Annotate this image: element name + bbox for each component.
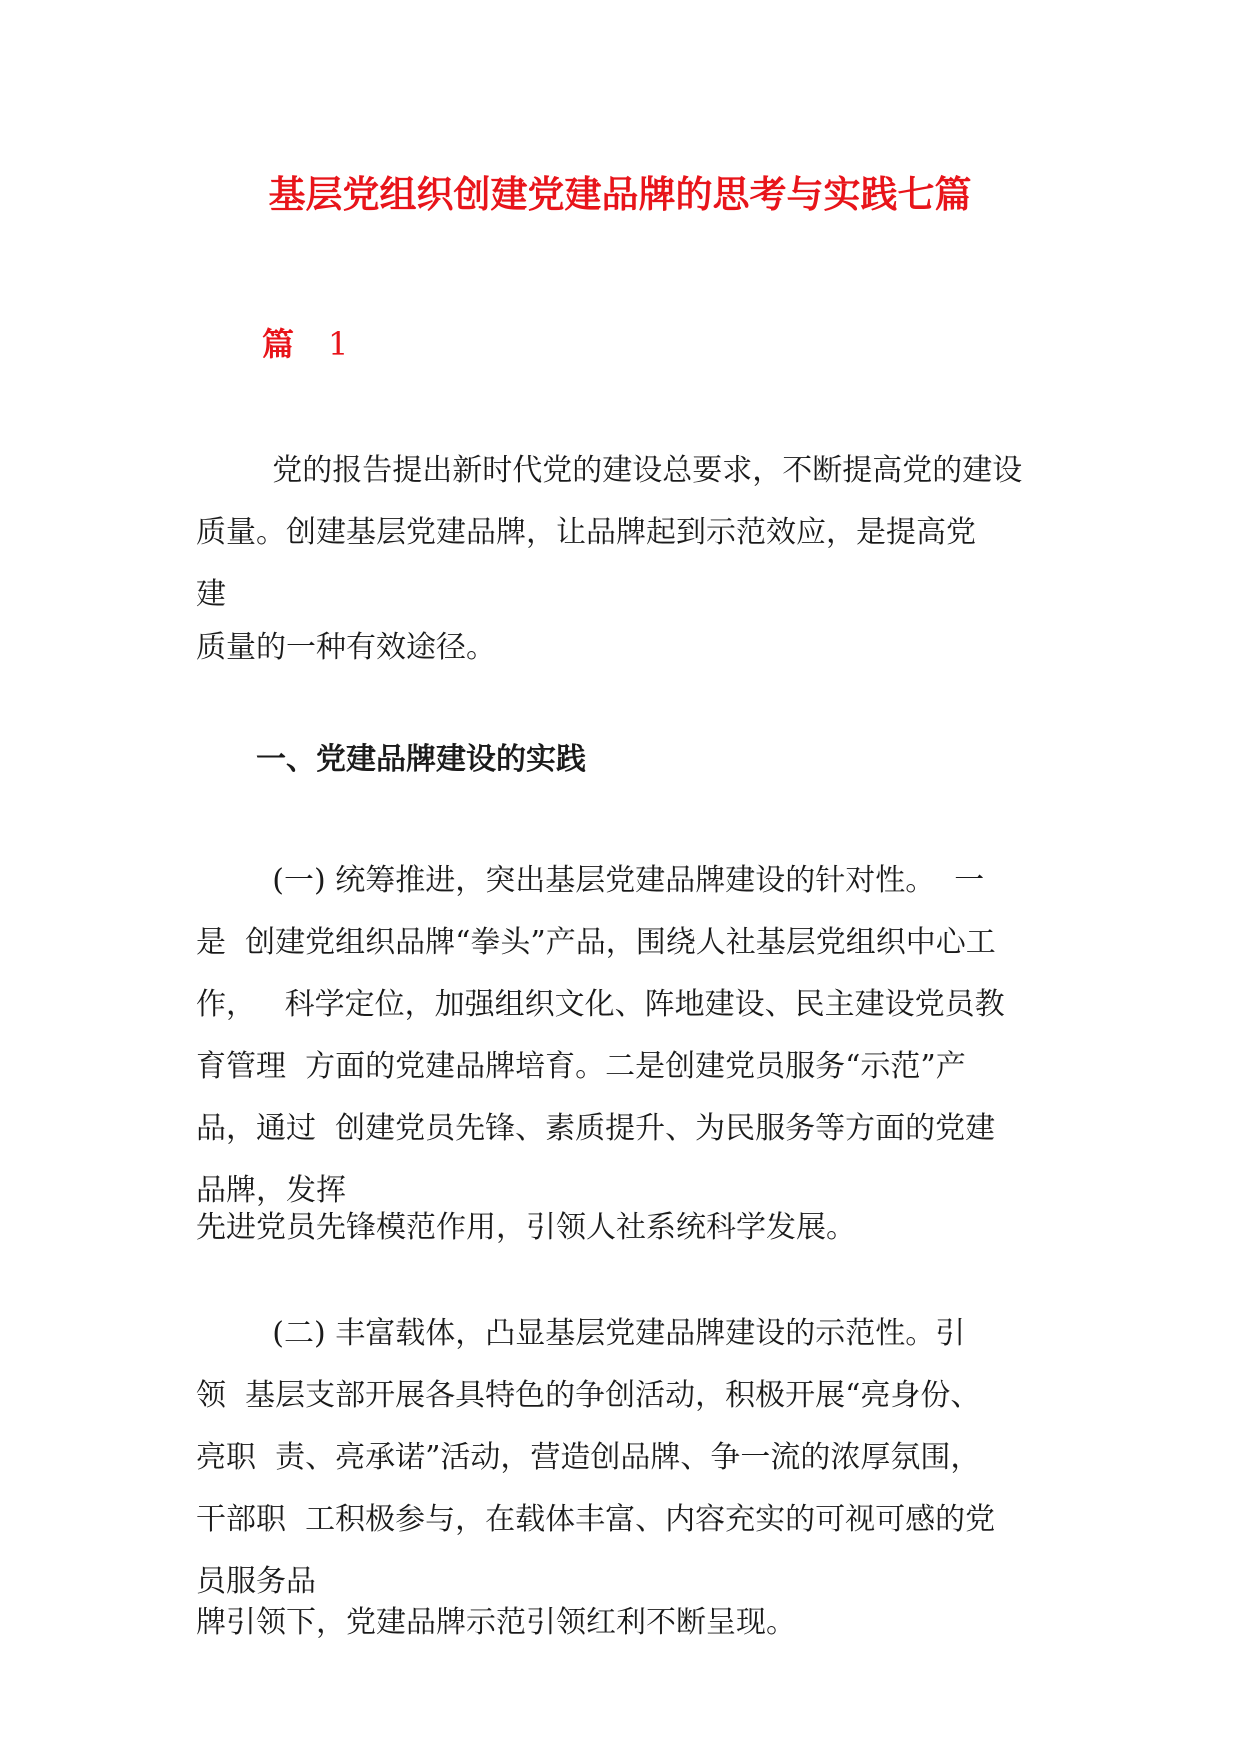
paragraph-line: 品牌，发挥: [196, 1173, 346, 1208]
paragraph-line: 领 基层支部开展各具特色的争创活动，积极开展“亮身份、: [196, 1378, 981, 1413]
paragraph-line: 质量。创建基层党建品牌，让品牌起到示范效应，是提高党: [196, 515, 976, 550]
paragraph-2-tail: [196, 1197, 1056, 1259]
paragraph-line: 亮职 责、亮承诺”活动，营造创品牌、争一流的浓厚氛围，: [196, 1440, 981, 1475]
paragraph-1-tail: [196, 617, 1056, 679]
paragraph-line: 员服务品: [196, 1564, 316, 1599]
section-marker-number: 1: [328, 325, 349, 363]
document-title: 基层党组织创建党建品牌的思考与实践七篇: [268, 172, 972, 216]
paragraph-line: 先进党员先锋模范作用，引领人社系统科学发展。: [196, 1210, 856, 1245]
paragraph-3-tail: [196, 1592, 1056, 1654]
paragraph-line: 干部职 工积极参与，在载体丰富、内容充实的可视可感的党: [196, 1502, 996, 1537]
paragraph-line: (一) 统筹推进，突出基层党建品牌建设的针对性。 一: [196, 863, 985, 898]
paragraph-line: 育管理 方面的党建品牌培育。二是创建党员服务“示范”产: [196, 1049, 966, 1084]
paragraph-line: (二) 丰富载体，凸显基层党建品牌建设的示范性。引: [196, 1316, 966, 1351]
paragraph-line: 牌引领下，党建品牌示范引领红利不断呈现。: [196, 1605, 796, 1640]
paragraph-line: 品，通过 创建党员先锋、素质提升、为民服务等方面的党建: [196, 1111, 996, 1146]
section-heading: 一、党建品牌建设的实践: [256, 742, 586, 777]
paragraph-line: 质量的一种有效途径。: [196, 630, 496, 665]
paragraph-line: 建: [196, 577, 226, 612]
section-marker-label: 篇: [262, 325, 295, 363]
paragraph-2: [196, 850, 1056, 1222]
paragraph-line: 是 创建党组织品牌“拳头”产品，围绕人社基层党组织中心工: [196, 925, 996, 960]
section-marker: [262, 322, 348, 366]
paragraph-1: [196, 440, 1056, 626]
paragraph-line: 党的报告提出新时代党的建设总要求，不断提高党的建设: [196, 453, 1023, 488]
paragraph-line: 作， 科学定位，加强组织文化、阵地建设、民主建设党员教: [196, 987, 1005, 1022]
paragraph-3: [196, 1303, 1056, 1613]
